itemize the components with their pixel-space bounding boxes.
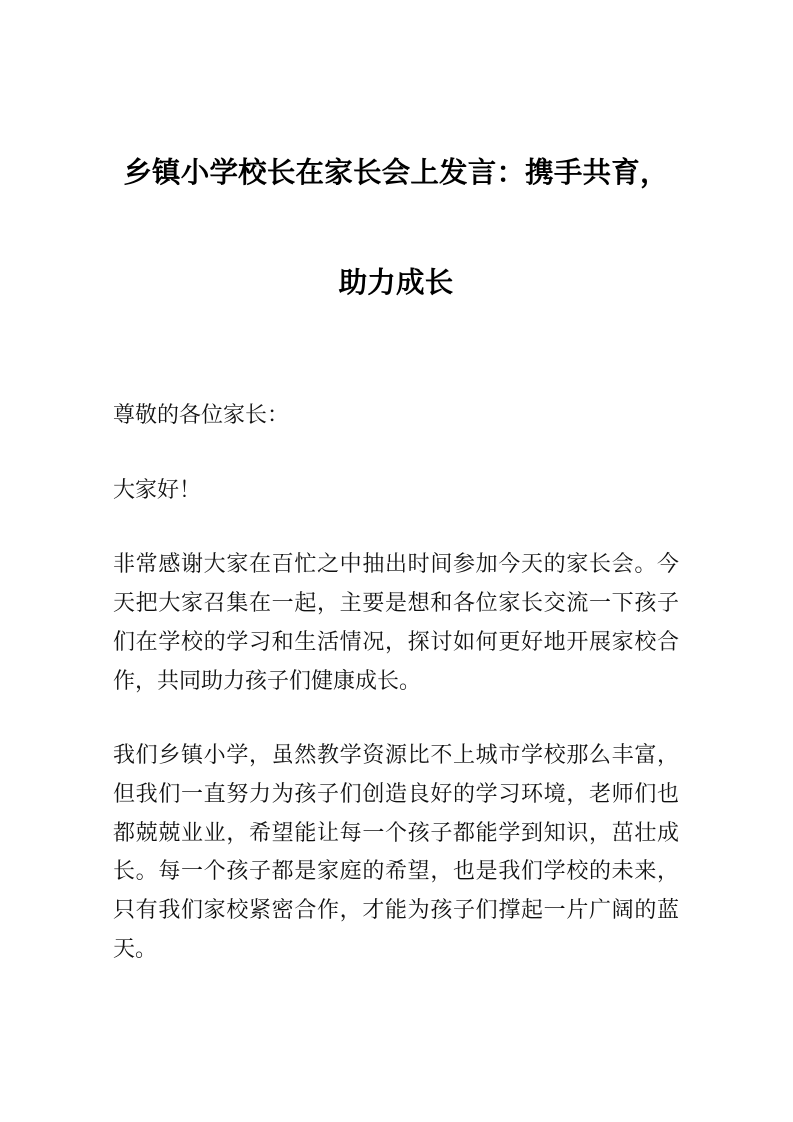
- paragraph-salutation: 尊敬的各位家长：: [113, 402, 290, 427]
- paragraph-school-intro: 我们乡镇小学，虽然教学资源比不上城市学校那么丰富，但我们一直努力为孩子们创造良好的学习环境，老师们也都兢兢业业，希望能让每一个孩子都能学到知识，茁壮成长。每一个孩子都是家庭的希望，也是我们学校的未来，只有我们家校紧密合作，才能为孩子们撑起一片广阔的蓝天。: [113, 742, 679, 961]
- paragraph-greeting: 大家好！: [113, 476, 202, 502]
- document-body: [113, 0, 679, 968]
- document-paragraphs: [113, 396, 679, 968]
- document-title: 乡镇小学校长在家长会上发言：携手共育，助力成长: [123, 157, 669, 299]
- paragraph-thanks: 非常感谢大家在百忙之中抽出时间参加今天的家长会。今天把大家召集在一起，主要是想和各位家长交流一下孩子们在学校的学习和生活情况，探讨如何更好地开展家校合作，共同助力孩子们健康成长。: [113, 551, 679, 693]
